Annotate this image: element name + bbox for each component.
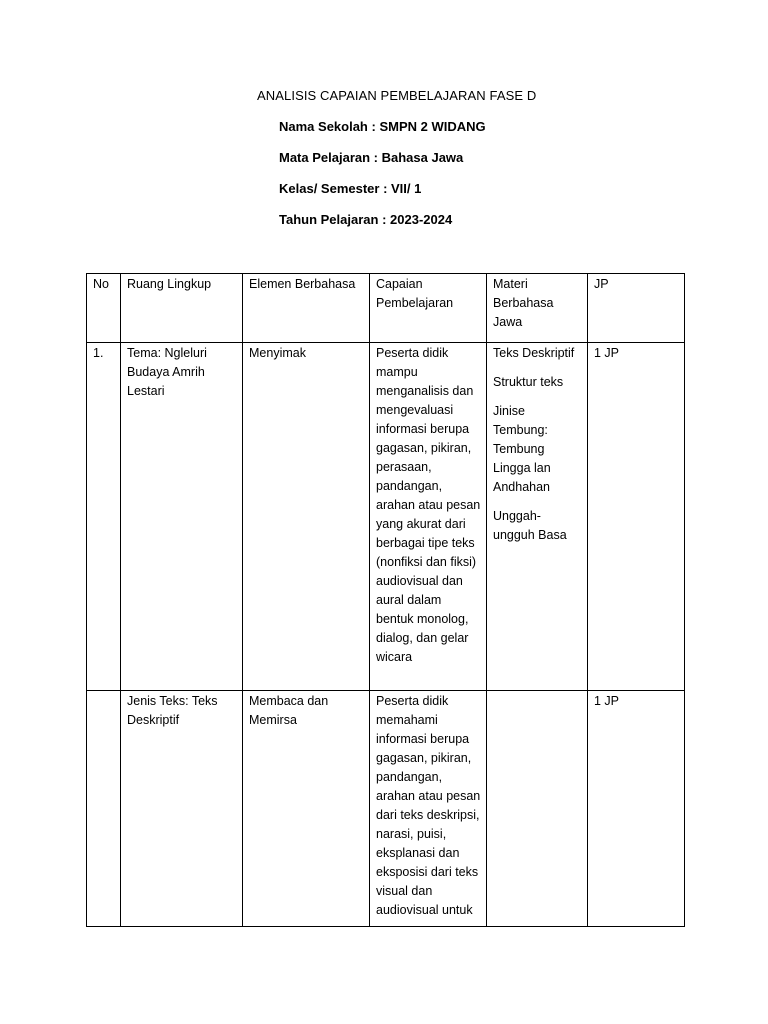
table-row <box>87 343 685 691</box>
meta-kelas-semester <box>279 181 421 196</box>
meta-value: SMPN 2 WIDANG <box>379 119 486 134</box>
cell-capaian: Peserta didik mampu menganalisis dan mengevaluasi informasi berupa gagasan, pikiran, perasaan, pandangan, arahan atau pesan yang akurat dari berbagai tipe teks (nonfiksi dan fiksi) audiovisual dan aural dalam bentuk monolog, dialog, dan gelar wicara <box>370 343 487 691</box>
cell-materi <box>487 691 588 927</box>
materi-item: Teks Deskriptif <box>493 346 575 360</box>
header-cell-capaian: Capaian Pembelajaran <box>370 274 487 343</box>
meta-mata-pelajaran <box>279 150 463 165</box>
meta-value: VII/ 1 <box>391 181 422 196</box>
meta-label: Nama Sekolah <box>279 119 368 134</box>
meta-nama-sekolah <box>279 119 486 134</box>
meta-separator: : <box>367 119 380 134</box>
cell-no <box>87 691 121 927</box>
meta-separator: : <box>379 181 392 196</box>
meta-label: Tahun Pelajaran <box>279 212 379 227</box>
materi-item: Struktur teks <box>493 375 564 389</box>
meta-tahun-pelajaran <box>279 212 452 227</box>
cell-no: 1. <box>87 343 121 691</box>
header-cell-jp: JP <box>588 274 685 343</box>
header-cell-materi: Materi Berbahasa Jawa <box>487 274 588 343</box>
cell-materi <box>487 343 588 691</box>
table-header-row <box>87 274 685 343</box>
meta-separator: : <box>378 212 391 227</box>
cell-elemen: Menyimak <box>243 343 370 691</box>
table-row <box>87 691 685 927</box>
cell-ruang-lingkup: Tema: Ngleluri Budaya Amrih Lestari <box>121 343 243 691</box>
meta-label: Mata Pelajaran <box>279 150 371 165</box>
meta-value: 2023-2024 <box>390 212 453 227</box>
meta-value: Bahasa Jawa <box>381 150 464 165</box>
header-cell-ruang-lingkup: Ruang Lingkup <box>121 274 243 343</box>
header-cell-no: No <box>87 274 121 343</box>
capaian-table <box>86 273 685 927</box>
header-cell-elemen: Elemen Berbahasa <box>243 274 370 343</box>
materi-item: Unggah-ungguh Basa <box>493 509 567 542</box>
cell-jp: 1 JP <box>588 691 685 927</box>
materi-item: Jinise Tembung: Tembung Lingga lan Andhahan <box>493 404 551 494</box>
cell-ruang-lingkup: Jenis Teks: Teks Deskriptif <box>121 691 243 927</box>
document-title: ANALISIS CAPAIAN PEMBELAJARAN FASE D <box>257 88 537 103</box>
meta-separator: : <box>370 150 382 165</box>
cell-elemen: Membaca dan Memirsa <box>243 691 370 927</box>
meta-label: Kelas/ Semester <box>279 181 380 196</box>
cell-capaian: Peserta didik memahami informasi berupa gagasan, pikiran, pandangan, arahan atau pesan dari teks deskripsi, narasi, puisi, eksplanasi dan eksposisi dari teks visual dan audiovisual untuk <box>370 691 487 927</box>
cell-jp: 1 JP <box>588 343 685 691</box>
